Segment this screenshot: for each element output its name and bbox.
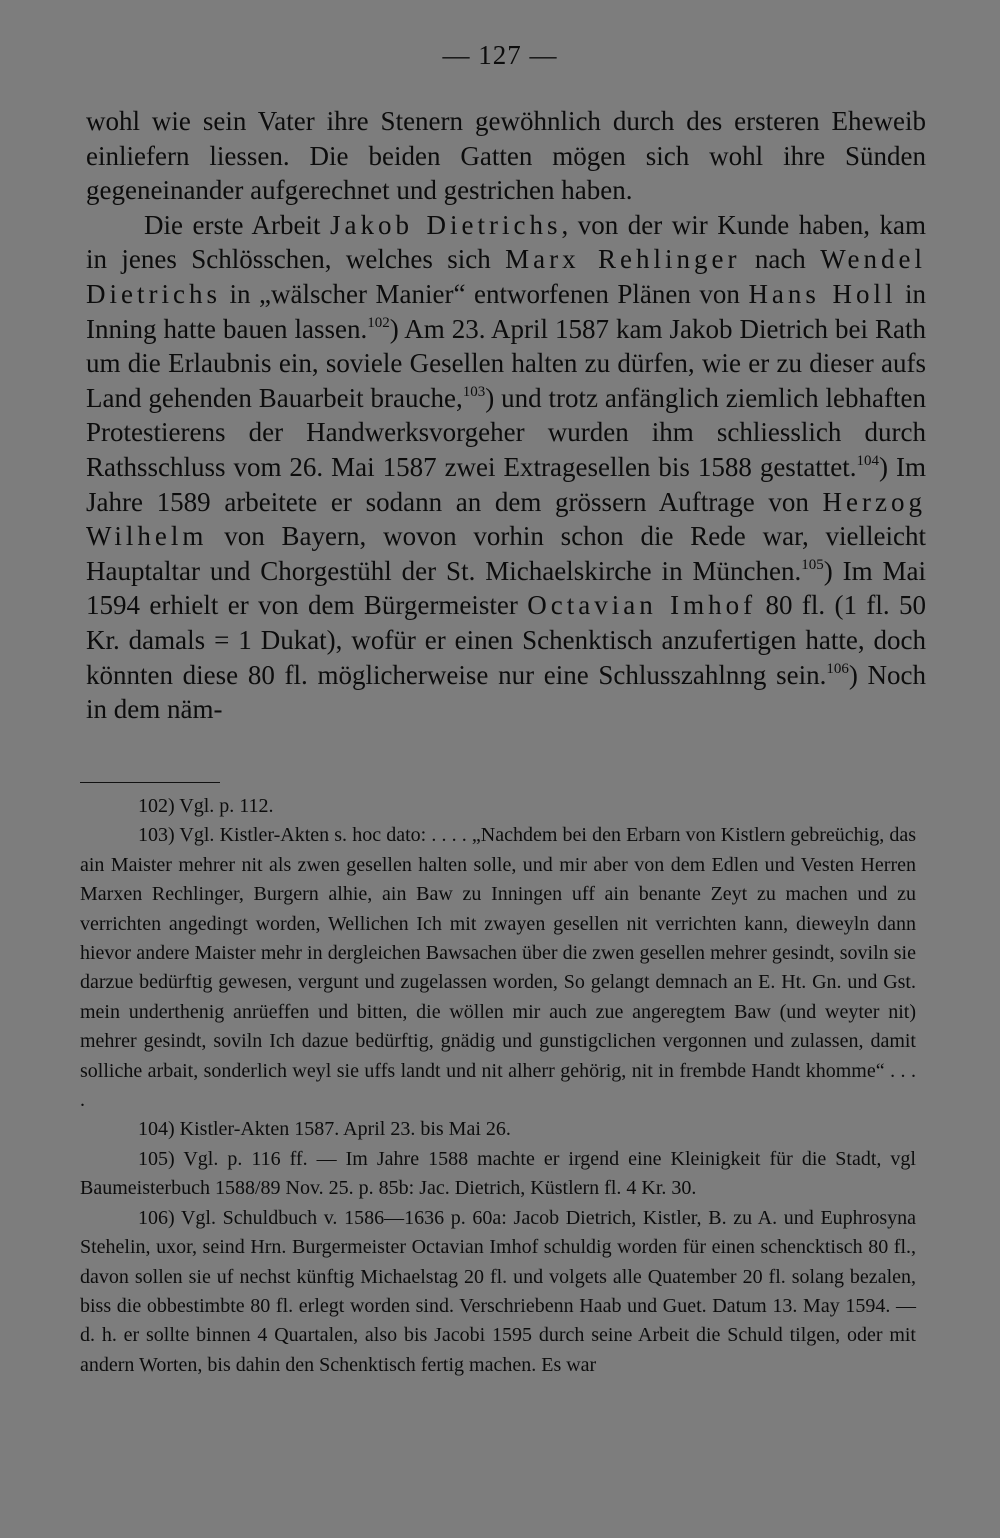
spaced-name: Jakob Dietrichs (330, 209, 562, 240)
page-number: — 127 — (442, 40, 558, 70)
text-run: , von der wir Kunde haben, kam in jenes Schlösschen, welches sich (86, 209, 926, 275)
paragraph-2 (86, 208, 926, 727)
text-run: ) Im Mai 1594 erhielt er von dem Bürgermeister (86, 555, 926, 621)
spaced-name: Marx Rehlinger (505, 244, 741, 275)
footnote-105: 105) Vgl. p. 116 ff. — Im Jahre 1588 machte er irgend eine Kleinigkeit für die Stadt, vgl Baumeisterbuch 1588/89 Nov. 25. p. 85b: Jac. Dietrich, Küstlern fl. 4 Kr. 30. (80, 1147, 916, 1200)
footnote-102: 102) Vgl. p. 112. (138, 795, 274, 817)
paragraph-1: wohl wie sein Vater ihre Stenern gewöhnlich durch des ersteren Eheweib einliefern liessen. Die beiden Gatten mögen sich wohl ihre Sünden gegeneinander aufgerechnet und gestrichen haben. (86, 106, 926, 206)
text-run: ) Noch in dem näm- (86, 659, 926, 725)
text-run: in Inning hatte bauen lassen. (86, 278, 926, 344)
spaced-name: Herzog Wilhelm (86, 486, 926, 552)
footnote-103: 103) Vgl. Kistler-Akten s. hoc dato: . . . . „Nachdem bei den Erbarn von Kistlern gebreüchig, das ain Maister mehrer nit als zwen gesellen halten solle, und mir aber von dem Edlen und Vesten Herren Marxen Rechlinger, Burgern alhie, ain Baw zu Inningen uff ain benante Zeyt zu machen und zu verrichten angedingt worden, Wellichen Ich mit zwayen gesellen nit verrichten kann, dieweyln dann hievor andere Maister mehr in dergleichen Bawsachen über die zwen gesellen mehrer gesindt, soviln sie darzue bedürftig gewesen, vergunt und zugelassen worden, So gelangt demnach an E. Ht. Gn. und Gst. mein underthenig anrüeffen und bitten, die wöllen mir auch zue angeregtem Baw (und weyter nit) mehrer gesindt, soviln Ich dazue bedürftig, gnädig und gunstigclichen vergonnen und zulassen, damit solliche arbait, sonderlich weyl sie uffs landt und nit alherr gehörig, nit in frembde Handt khomme“ . . . . (80, 824, 916, 1112)
footnote-ref: 102 (367, 314, 390, 331)
text-run: nach (740, 244, 821, 275)
footnote-ref: 103 (462, 383, 486, 400)
spaced-name: Octavian Imhof (527, 590, 757, 621)
footnotes (80, 792, 916, 1380)
text-run: in „wälscher Manier“ entworfenen Plänen von (220, 278, 749, 309)
text-run: ) Im Jahre 1589 arbeitete er sodann an dem grössern Auftrage von (86, 451, 926, 517)
text-run: ) und trotz anfänglich ziemlich lebhaften Protestierens der Handwerksvorgeher wurden ihm schliesslich durch Rathsschluss vom 26. Mai 1587 zwei Extragesellen bis 1588 gestattet. (86, 382, 927, 482)
text-run: 80 fl. (1 fl. 50 Kr. damals = 1 Dukat), wofür er einen Schenktisch anzufertigen hatte, doch könnten diese 80 fl. möglicherweise nur eine Schlusszahlnng sein. (86, 590, 926, 690)
footnote-ref: 104 (856, 452, 880, 469)
spaced-name: Hans Holl (748, 278, 897, 309)
footnote-separator (80, 782, 220, 783)
main-text (86, 104, 926, 727)
footnote-104: 104) Kistler-Akten 1587. April 23. bis Mai 26. (138, 1118, 511, 1141)
text-run: Die erste Arbeit (144, 209, 330, 240)
text-run: von Bayern, wovon vorhin schon die Rede war, vielleicht Hauptaltar und Chorgestühl der St. Michaelskirche in München. (86, 521, 926, 586)
footnote-ref: 105 (801, 556, 824, 573)
footnote-ref: 106 (826, 660, 849, 677)
footnote-106: 106) Vgl. Schuldbuch v. 1586—1636 p. 60a: Jacob Dietrich, Kistler, B. zu A. und Euphrosyna Stehelin, uxor, seind Hrn. Burgermeister Octavian Imhof schuldig worden für einen schencktisch 80 fl., davon sollen sie uf nechst künftig Michaelstag 20 fl. und volgets alle Quatember 20 fl. solang bezalen, biss die obbestimbte 80 fl. erlegt worden sind. Verschriebenn Haab und Guet. Datum 13. May 1594. — d. h. er sollte binnen 4 Quartalen, also bis Jacobi 1595 durch seine Arbeit die Schuld tilgen, oder mit andern Worten, bis dahin den Schenktisch fertig machen. Es war (80, 1206, 916, 1376)
text-run: ) Am 23. April 1587 kam Jakob Dietrich bei Rath um die Erlaubnis ein, soviele Gesellen halten zu dürfen, wie er zu dieser aufs Land gehenden Bauarbeit brauche, (86, 313, 926, 413)
spaced-name: Wendel Dietrichs (86, 244, 926, 309)
